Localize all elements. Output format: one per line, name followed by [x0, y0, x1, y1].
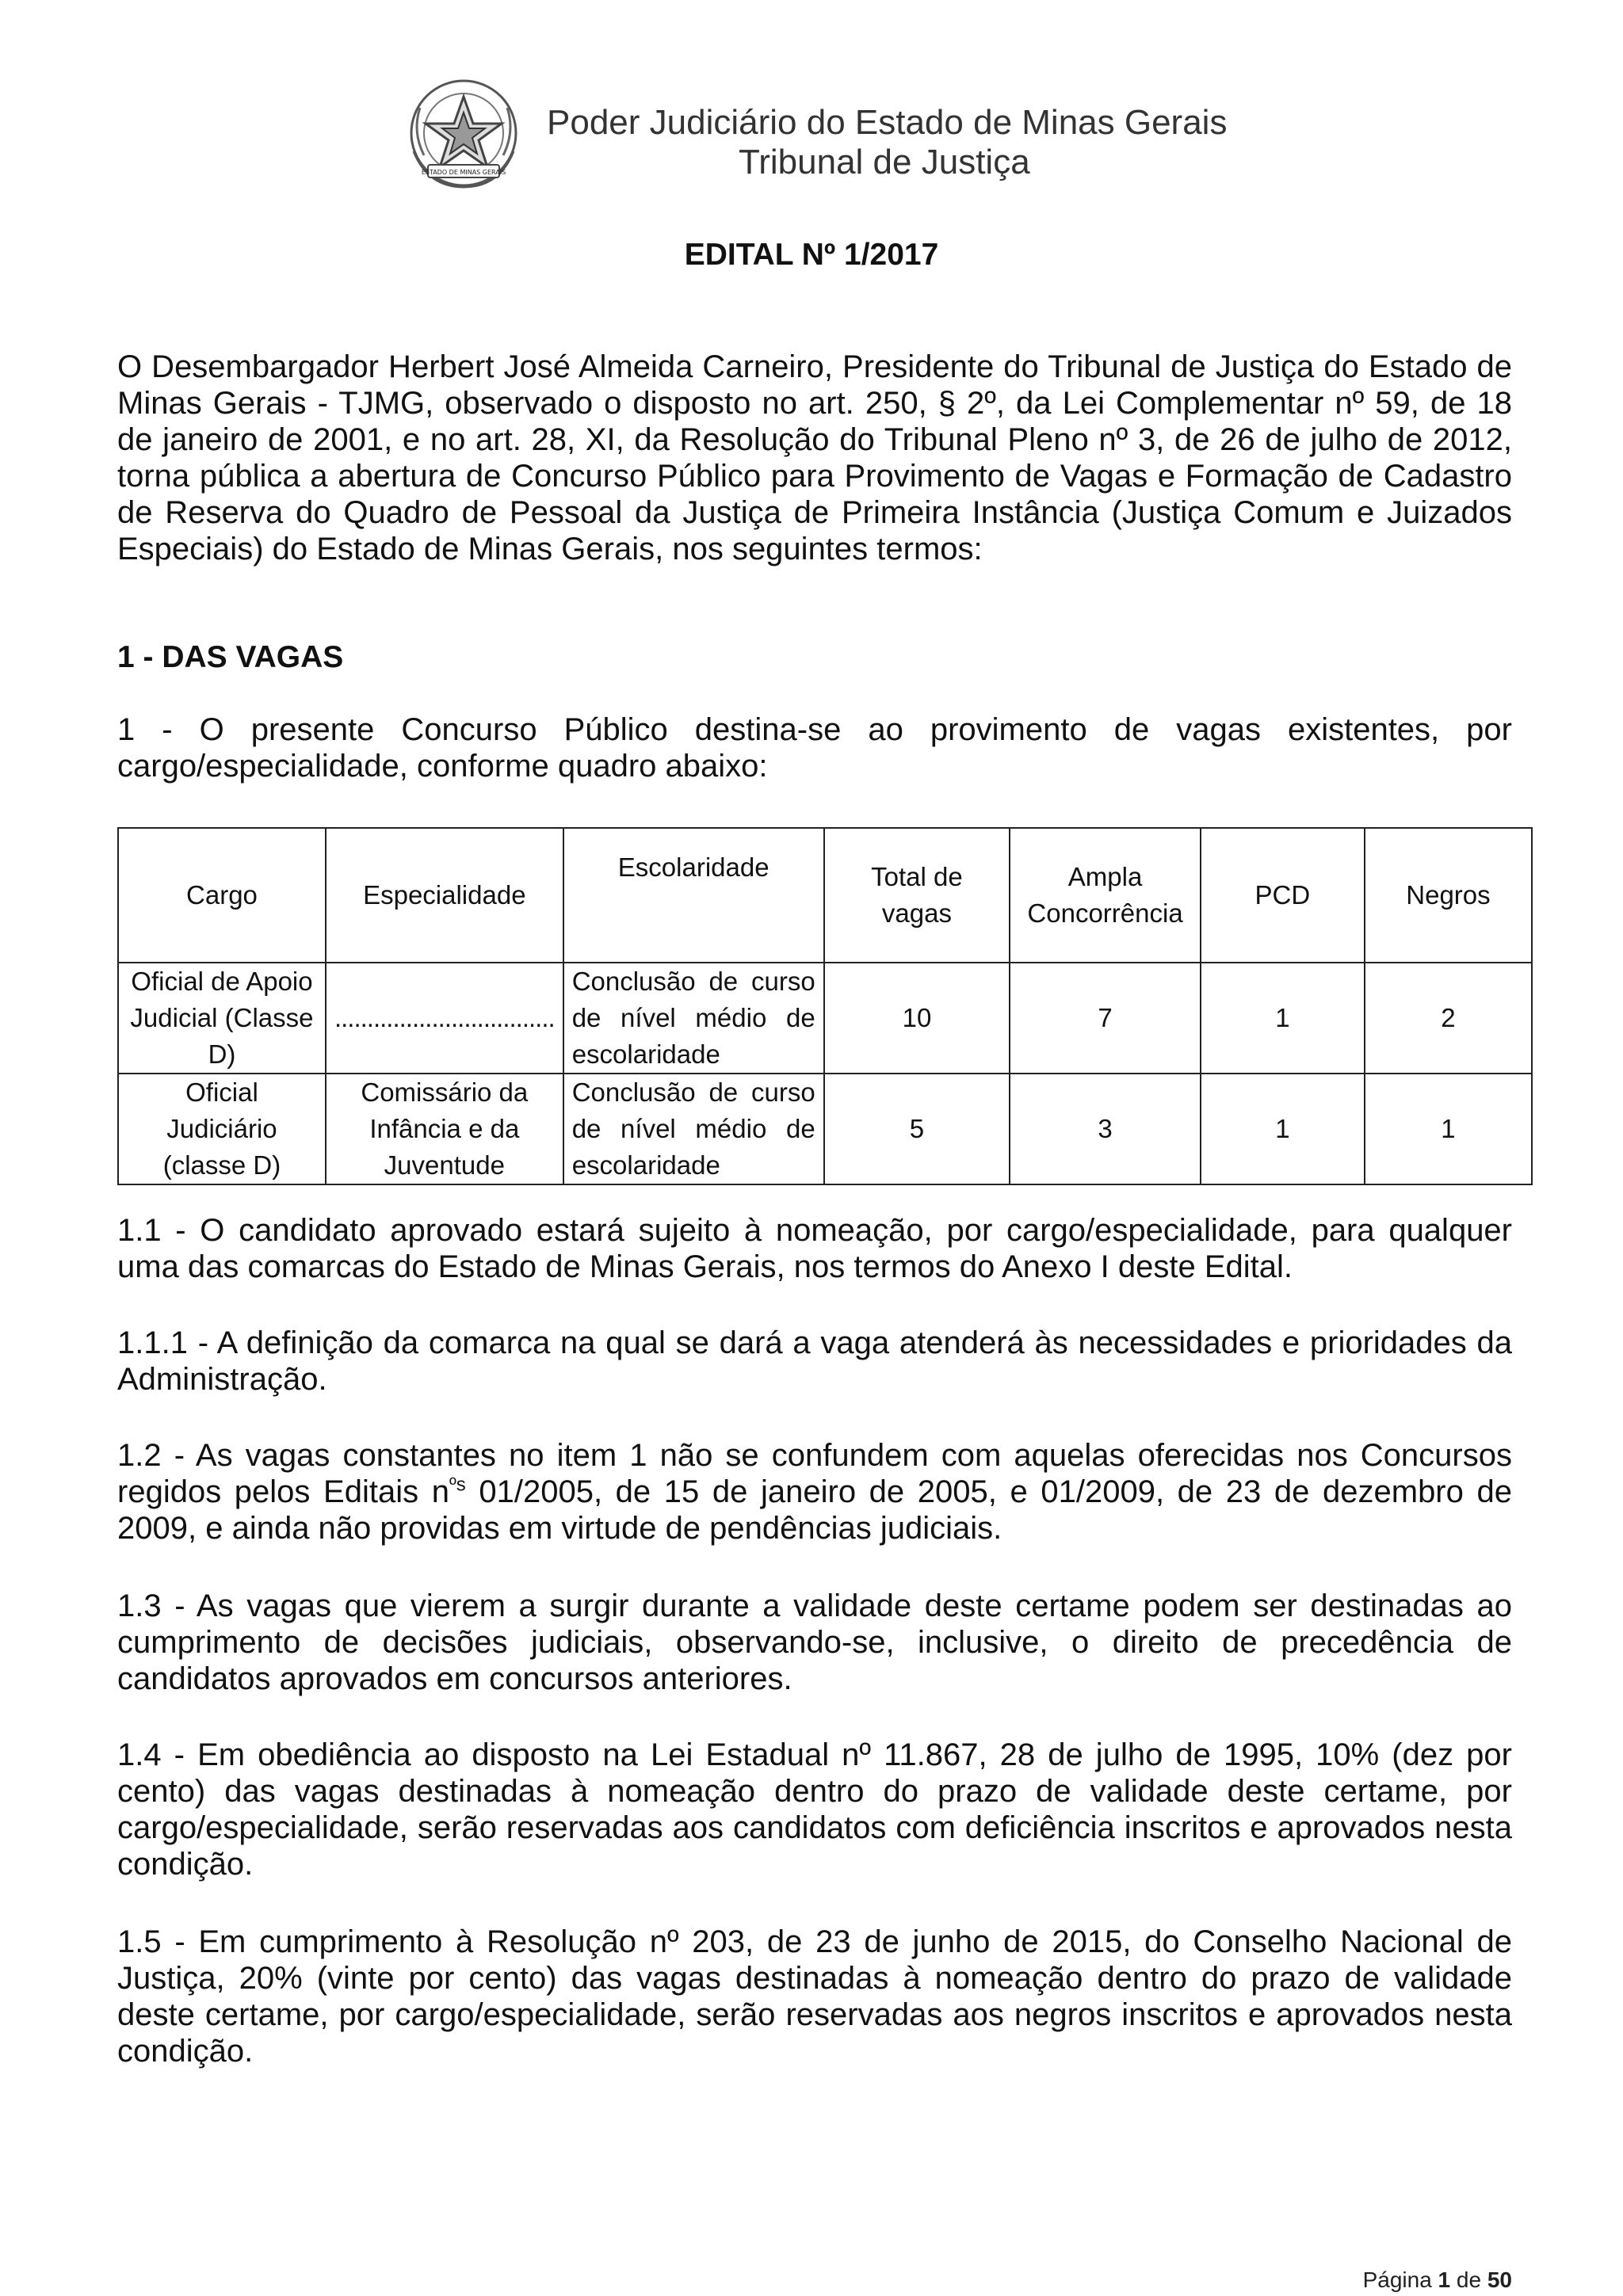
item-1-2-text-b: 01/2005, de 15 de janeiro de 2005, e 01/2009, de 23 de dezembro de 2009, e ainda não providas em virtude de pendências judiciais. — [117, 1474, 1512, 1546]
item-1-paragraph: 1 - O presente Concurso Público destina-se ao provimento de vagas existentes, por cargo/especialidade, conforme quadro abaixo: — [117, 712, 1512, 784]
cell-negros: 1 — [1365, 1074, 1532, 1184]
page-title: EDITAL Nº 1/2017 — [684, 238, 939, 272]
cell-pcd: 1 — [1201, 963, 1365, 1074]
cell-especialidade: .................................. — [326, 963, 563, 1074]
cell-ampla: 3 — [1010, 1074, 1201, 1184]
cell-ampla: 7 — [1010, 963, 1201, 1074]
seal-inscription: ESTADO DE MINAS GERAIS — [421, 169, 506, 176]
coat-of-arms-seal-icon — [396, 76, 531, 195]
header-negros: Negros — [1365, 828, 1532, 963]
item-1-4-paragraph: 1.4 - Em obediência ao disposto na Lei Estadual nº 11.867, 28 de julho de 1995, 10% (dez por cento) das vagas destinadas à nomeação dentro do prazo de validade deste certame, por cargo/especialidade, serão reservadas aos candidatos com deficiência inscritos e aprovados nesta condição. — [117, 1737, 1512, 1882]
item-1-2-paragraph — [117, 1437, 1512, 1547]
section-heading: 1 - DAS VAGAS — [117, 640, 344, 674]
institution-line-1: Poder Judiciário do Estado de Minas Gerais — [547, 103, 1228, 142]
intro-paragraph: O Desembargador Herbert José Almeida Carneiro, Presidente do Tribunal de Justiça do Estado de Minas Gerais - TJMG, observado o disposto no art. 250, § 2º, da Lei Complementar nº 59, de 18 de janeiro de 2001, e no art. 28, XI, da Resolução do Tribunal Pleno nº 3, de 26 de julho de 2012, torna pública a abertura de Concurso Público para Provimento de Vagas e Formação de Cadastro de Reserva do Quadro de Pessoal da Justiça de Primeira Instância (Justiça Comum e Juizados Especiais) do Estado de Minas Gerais, nos seguintes termos: — [117, 349, 1512, 566]
header-pcd: PCD — [1201, 828, 1365, 963]
item-1-2-text-a: 1.2 - As vagas constantes no item 1 não se confundem com aquelas oferecidas nos Concursos regidos pelos Editais n — [117, 1438, 1512, 1509]
item-1-1-1-paragraph: 1.1.1 - A definição da comarca na qual se dará a vaga atenderá às necessidades e prioridades da Administração. — [117, 1325, 1512, 1397]
cell-cargo: Oficial de Apoio Judicial (Classe D) — [118, 963, 326, 1074]
institution-line-2: Tribunal de Justiça — [739, 143, 1030, 181]
cell-cargo: Oficial Judiciário (classe D) — [118, 1074, 326, 1184]
vacancies-table — [117, 827, 1533, 1185]
header-especialidade: Especialidade — [326, 828, 563, 963]
item-1-2-superscript: ºs — [449, 1474, 466, 1496]
header-cargo: Cargo — [118, 828, 326, 963]
page-number: 1 — [1438, 2267, 1451, 2292]
institution-name — [547, 103, 1227, 182]
cell-escolaridade: Conclusão de curso de nível médio de escolaridade — [563, 1074, 824, 1184]
item-1-1-paragraph: 1.1 - O candidato aprovado estará sujeito à nomeação, por cargo/especialidade, para qualquer uma das comarcas do Estado de Minas Gerais, nos termos do Anexo I deste Edital. — [117, 1213, 1512, 1284]
cell-escolaridade: Conclusão de curso de nível médio de escolaridade — [563, 963, 824, 1074]
item-1-3-paragraph: 1.3 - As vagas que vierem a surgir durante a validade deste certame podem ser destinadas ao cumprimento de decisões judiciais, observando-se, inclusive, o direito de precedência de candidatos aprovados em concursos anteriores. — [117, 1589, 1512, 1696]
page-footer — [1363, 2267, 1512, 2293]
table-header-row — [118, 828, 1532, 963]
cell-negros: 2 — [1365, 963, 1532, 1074]
cell-especialidade: Comissário da Infância e da Juventude — [326, 1074, 563, 1184]
cell-total: 5 — [824, 1074, 1010, 1184]
header-escolaridade: Escolaridade — [563, 828, 824, 963]
document-header — [396, 76, 1268, 195]
header-total-vagas: Total de vagas — [824, 828, 1010, 963]
header-ampla-concorrencia: Ampla Concorrência — [1010, 828, 1201, 963]
total-pages: 50 — [1487, 2267, 1512, 2292]
cell-pcd: 1 — [1201, 1074, 1365, 1184]
cell-total: 10 — [824, 963, 1010, 1074]
table-row — [118, 1074, 1532, 1184]
item-1-5-paragraph: 1.5 - Em cumprimento à Resolução nº 203, de 23 de junho de 2015, do Conselho Nacional de Justiça, 20% (vinte por cento) das vagas destinadas à nomeação dentro do prazo de validade deste certame, por cargo/especialidade, serão reservadas aos negros inscritos e aprovados nesta condição. — [117, 1924, 1512, 2069]
page-label: Página — [1362, 2267, 1432, 2292]
table-row — [118, 963, 1532, 1074]
of-label: de — [1456, 2267, 1482, 2292]
